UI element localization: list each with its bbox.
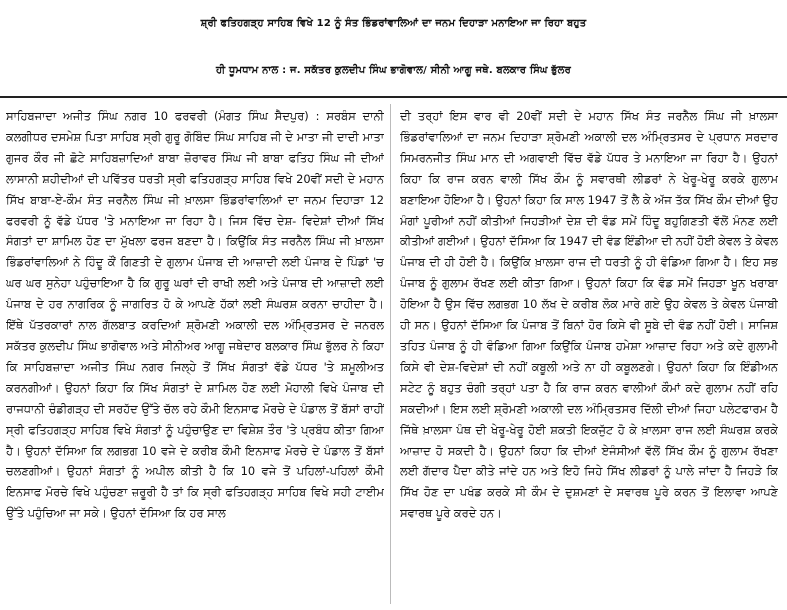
headline-line-1: ਸ਼੍ਰੀ ਫਤਿਹਗੜ੍ਹ ਸਾਹਿਬ ਵਿਖੇ 12 ਨੂੰ ਸੰਤ ਭਿੰਡਰਾਂਵਾਲਿਆਂ ਦਾ ਜਨਮ ਦਿਹਾੜਾ ਮਨਾਇਆ ਜਾ ਰਿਹਾ ਬਹੁਤ <box>200 18 587 29</box>
headline-line-2: ਹੀ ਧੂਮਧਾਮ ਨਾਲ : ਜ. ਸਕੱਤਰ ਕੁਲਦੀਪ ਸਿੰਘ ਭਾਗੋਵਾਲ/ ਸੀਨੀ ਆਗੂ ਜਥੇ. ਬਲਕਾਰ ਸਿੰਘ ਭੁੱਲਰ <box>216 65 571 76</box>
article-headline <box>0 0 787 100</box>
headline-rule <box>0 96 787 98</box>
article-column-left <box>6 106 384 606</box>
article-body-right: ਦੀ ਤਰ੍ਹਾਂ ਇਸ ਵਾਰ ਵੀ 20ਵੀਂ ਸਦੀ ਦੇ ਮਹਾਨ ਸਿੱਖ ਸੰਤ ਜਰਨੈਲ ਸਿੰਘ ਜੀ ਖ਼ਾਲਸਾ ਭਿੰਡਰਾਂਵਾਲਿਆਂ ਦਾ ਜਨਮ ਦਿਹਾੜਾ ਸ਼੍ਰੋਮਣੀ ਅਕਾਲੀ ਦਲ ਅੰਮ੍ਰਿਤਸਰ ਦੇ ਪ੍ਰਧਾਨ ਸਰਦਾਰ ਸਿਮਰਨਜੀਤ ਸਿੰਘ ਮਾਨ ਦੀ ਅਗਵਾਈ ਵਿੱਚ ਵੱਡੇ ਪੱਧਰ ਤੇ ਮਨਾਇਆ ਜਾ ਰਿਹਾ ਹੈ। ਉਹਨਾਂ ਕਿਹਾ ਕਿ ਰਾਜ ਕਰਨ ਵਾਲੀ ਸਿੱਖ ਕੌਮ ਨੂੰ ਸਵਾਰਥੀ ਲੀਡਰਾਂ ਨੇ ਖੇਰੂ-ਖੇਰੂ ਕਰਕੇ ਗੁਲਾਮ ਬਣਾਇਆ ਹੋਇਆ ਹੈ। ਉਹਨਾਂ ਕਿਹਾ ਕਿ ਸਾਲ 1947 ਤੋਂ ਲੈ ਕੇ ਅੱਜ ਤੱਕ ਸਿੱਖ ਕੌਮ ਦੀਆਂ ਉਹ ਮੰਗਾਂ ਪੂਰੀਆਂ ਨਹੀਂ ਕੀਤੀਆਂ ਜਿਹੜੀਆਂ ਦੇਸ਼ ਦੀ ਵੰਡ ਸਮੇਂ ਹਿੰਦੂ ਬਹੁਗਿਣਤੀ ਵੱਲੋਂ ਮੰਨਣ ਲਈ ਕੀਤੀਆਂ ਗਈਆਂ। ਉਹਨਾਂ ਦੱਸਿਆ ਕਿ 1947 ਦੀ ਵੰਡ ਇੰਡੀਆ ਦੀ ਨਹੀਂ ਹੋਈ ਕੇਵਲ ਤੇ ਕੇਵਲ ਪੰਜਾਬ ਦੀ ਹੀ ਹੋਈ ਹੈ। ਕਿਉਂਕਿ ਖ਼ਾਲਸਾ ਰਾਜ ਦੀ ਧਰਤੀ ਨੂੰ ਹੀ ਵੰਡਿਆ ਗਿਆ ਹੈ। ਇਹ ਸਭ ਪੰਜਾਬ ਨੂੰ ਗੁਲਾਮ ਰੱਖਣ ਲਈ ਕੀਤਾ ਗਿਆ। ਉਹਨਾਂ ਕਿਹਾ ਕਿ ਵੰਡ ਸਮੇਂ ਜਿਹੜਾ ਖੂਨ ਖਰਾਬਾ ਹੋਇਆ ਹੈ ਉਸ ਵਿੱਚ ਲਗਭਗ 10 ਲੱਖ ਦੇ ਕਰੀਬ ਲੋਕ ਮਾਰੇ ਗਏ ਉਹ ਕੇਵਲ ਤੇ ਕੇਵਲ ਪੰਜਾਬੀ ਹੀ ਸਨ। ਉਹਨਾਂ ਦੱਸਿਆ ਕਿ ਪੰਜਾਬ ਤੋਂ ਬਿਨਾਂ ਹੋਰ ਕਿਸੇ ਵੀ ਸੂਬੇ ਦੀ ਵੰਡ ਨਹੀਂ ਹੋਈ। ਸਾਜਿਸ਼ ਤਹਿਤ ਪੰਜਾਬ ਨੂੰ ਹੀ ਵੰਡਿਆ ਗਿਆ ਕਿਉਂਕਿ ਪੰਜਾਬ ਹਮੇਸ਼ਾ ਆਜ਼ਾਦ ਰਿਹਾ ਅਤੇ ਕਦੇ ਗੁਲਾਮੀ ਕਿਸੇ ਵੀ ਦੇਸ਼-ਵਿਦੇਸ਼ਾਂ ਦੀ ਨਹੀਂ ਕਬੂਲੀ ਅਤੇ ਨਾ ਹੀ ਕਬੂਲਣਗੇ। ਉਹਨਾਂ ਕਿਹਾ ਕਿ ਇੰਡੀਅਨ ਸਟੇਟ ਨੂੰ ਬਹੁਤ ਚੰਗੀ ਤਰ੍ਹਾਂ ਪਤਾ ਹੈ ਕਿ ਰਾਜ ਕਰਨ ਵਾਲੀਆਂ ਕੌਮਾਂ ਕਦੇ ਗੁਲਾਮ ਨਹੀਂ ਰਹਿ ਸਕਦੀਆਂ। ਇਸ ਲਈ ਸ਼੍ਰੋਮਣੀ ਅਕਾਲੀ ਦਲ ਅੰਮ੍ਰਿਤਸਰ ਦਿੱਲੀ ਦੀਆਂ ਜਿਹਾ ਪਲੇਟਫਾਰਮ ਹੈ ਜਿੱਥੇ ਖ਼ਾਲਸਾ ਪੰਥ ਦੀ ਖੇਰੂ-ਖੇਰੂ ਹੋਈ ਸ਼ਕਤੀ ਇਕਜੁੱਟ ਹੋ ਕੇ ਖ਼ਾਲਸਾ ਰਾਜ ਲਈ ਸੰਘਰਸ਼ ਕਰਕੇ ਆਜ਼ਾਦ ਹੋ ਸਕਦੀ ਹੈ। ਉਹਨਾਂ ਕਿਹਾ ਕਿ ਦੀਆਂ ਏਜੰਸੀਆਂ ਵੱਲੋਂ ਸਿੱਖ ਕੌਮ ਨੂੰ ਗੁਲਾਮ ਰੱਖਣਾ ਲਈ ਗੱਦਾਰ ਪੈਦਾ ਕੀਤੇ ਜਾਂਦੇ ਹਨ ਅਤੇ ਇਹੋ ਜਿਹੇ ਸਿੱਖ ਲੀਡਰਾਂ ਨੂੰ ਪਾਲੇ ਜਾਂਦਾ ਹੈ ਜਿਹੜੇ ਕਿ ਸਿੱਖ ਹੋਣ ਦਾ ਪਖੰਡ ਕਰਕੇ ਸੀ ਕੌਮ ਦੇ ਦੁਸ਼ਮਣਾਂ ਦੇ ਸਵਾਰਥ ਪੂਰੇ ਕਰਨ ਤੋਂ ਇਲਾਵਾ ਆਪਣੇ ਸਵਾਰਥ ਪੂਰੇ ਕਰਦੇ ਹਨ। <box>400 109 778 521</box>
article-column-right <box>400 106 778 606</box>
column-divider <box>390 104 391 604</box>
article-body-left: ਸਾਹਿਬਜਾਦਾ ਅਜੀਤ ਸਿੰਘ ਨਗਰ 10 ਫਰਵਰੀ (ਮੰਗਤ ਸਿੰਘ ਸੈਦਪੁਰ) : ਸਰਬੰਸ ਦਾਨੀ ਕਲਗੀਧਰ ਦਸਮੇਸ਼ ਪਿਤਾ ਸਾਹਿਬ ਸ੍ਰੀ ਗੁਰੂ ਗੋਬਿੰਦ ਸਿੰਘ ਸਾਹਿਬ ਜੀ ਦੇ ਮਾਤਾ ਜੀ ਦਾਦੀ ਮਾਤਾ ਗੁਜਰ ਕੌਰ ਜੀ ਛੋਟੇ ਸਾਹਿਬਜ਼ਾਦਿਆਂ ਬਾਬਾ ਜ਼ੋਰਾਵਰ ਸਿੰਘ ਜੀ ਬਾਬਾ ਫਤਿਹ ਸਿੰਘ ਜੀ ਦੀਆਂ ਲਾਸਾਨੀ ਸ਼ਹੀਦੀਆਂ ਦੀ ਪਵਿੱਤਰ ਧਰਤੀ ਸ੍ਰੀ ਫਤਿਹਗੜ੍ਹ ਸਾਹਿਬ ਵਿਖੇ 20ਵੀਂ ਸਦੀ ਦੇ ਮਹਾਨ ਸਿੱਖ ਬਾਬਾ-ਏ-ਕੌਮ ਸੰਤ ਜਰਨੈਲ ਸਿੰਘ ਜੀ ਖ਼ਾਲਸਾ ਭਿੰਡਰਾਂਵਾਲਿਆਂ ਦਾ ਜਨਮ ਦਿਹਾੜਾ 12 ਫਰਵਰੀ ਨੂੰ ਵੱਡੇ ਪੱਧਰ 'ਤੇ ਮਨਾਇਆ ਜਾ ਰਿਹਾ ਹੈ। ਜਿਸ ਵਿੱਚ ਦੇਸ਼- ਵਿਦੇਸ਼ਾਂ ਦੀਆਂ ਸਿੱਖ ਸੰਗਤਾਂ ਦਾ ਸ਼ਾਮਿਲ ਹੋਣ ਦਾ ਮੁੱਖਲਾ ਫਰਜ ਬਣਦਾ ਹੈ। ਕਿਉਂਕਿ ਸੰਤ ਜਰਨੈਲ ਸਿੰਘ ਜੀ ਖ਼ਾਲਸਾ ਭਿੰਡਰਾਂਵਾਲਿਆਂ ਨੇ ਹਿੰਦੂ ਕੌਂ ਗਿਣਤੀ ਦੇ ਗੁਲਾਮ ਪੰਜਾਬ ਦੀ ਆਜ਼ਾਦੀ ਲਈ ਪੰਜਾਬ ਦੇ ਪਿੰਡਾਂ 'ਚ ਘਰ ਘਰ ਸੁਨੇਹਾ ਪਹੁੰਚਾਇਆ ਹੈ ਕਿ ਗੁਰੂ ਘਰਾਂ ਦੀ ਰਾਖੀ ਲਈ ਅਤੇ ਪੰਜਾਬ ਦੀ ਆਜ਼ਾਦੀ ਲਈ ਪੰਜਾਬ ਦੇ ਹਰ ਨਾਗਰਿਕ ਨੂੰ ਜਾਗਰਿਤ ਹੋ ਕੇ ਆਪਣੇ ਹੱਕਾਂ ਲਈ ਸੰਘਰਸ਼ ਕਰਨਾ ਚਾਹੀਦਾ ਹੈ। ਇੱਥੇ ਪੱਤਰਕਾਰਾਂ ਨਾਲ ਗੱਲਬਾਤ ਕਰਦਿਆਂ ਸ਼੍ਰੋਮਣੀ ਅਕਾਲੀ ਦਲ ਅੰਮ੍ਰਿਤਸਰ ਦੇ ਜਨਰਲ ਸਕੱਤਰ ਕੁਲਦੀਪ ਸਿੰਘ ਭਾਗੋਵਾਲ ਅਤੇ ਸੀਨੀਅਰ ਆਗੂ ਜਥੇਦਾਰ ਬਲਕਾਰ ਸਿੰਘ ਭੁੱਲਰ ਨੇ ਕਿਹਾ ਕਿ ਸਾਹਿਬਜ਼ਾਦਾ ਅਜੀਤ ਸਿੰਘ ਨਗਰ ਜਿਲ੍ਹੇ ਤੋਂ ਸਿੱਖ ਸੰਗਤਾਂ ਵੱਡੇ ਪੱਧਰ 'ਤੇ ਸ਼ਮੂਲੀਅਤ ਕਰਨਗੀਆਂ। ਉਹਨਾਂ ਕਿਹਾ ਕਿ ਸਿੱਖ ਸੰਗਤਾਂ ਦੇ ਸ਼ਾਮਿਲ ਹੋਣ ਲਈ ਮੋਹਾਲੀ ਵਿਖੇ ਪੰਜਾਬ ਦੀ ਰਾਜਧਾਨੀ ਚੰਡੀਗੜ੍ਹ ਦੀ ਸਰਹੱਦ ਉੱਤੇ ਚੱਲ ਰਹੇ ਕੌਮੀ ਇਨਸਾਫ ਮੋਰਚੇ ਦੇ ਪੰਡਾਲ ਤੋਂ ਬੱਸਾਂ ਰਾਹੀਂ ਸ੍ਰੀ ਫਤਿਹਗੜ੍ਹ ਸਾਹਿਬ ਵਿਖੇ ਸੰਗਤਾਂ ਨੂੰ ਪਹੁੰਚਾਉਣ ਦਾ ਵਿਸ਼ੇਸ਼ ਤੌਰ 'ਤੇ ਪ੍ਰਬੰਧ ਕੀਤਾ ਗਿਆ ਹੈ। ਉਹਨਾਂ ਦੱਸਿਆ ਕਿ ਲਗਭਗ 10 ਵਜੇ ਦੇ ਕਰੀਬ ਕੌਮੀ ਇਨਸਾਫ ਮੋਰਚੇ ਦੇ ਪੰਡਾਲ ਤੋਂ ਬੱਸਾਂ ਚਲਣਗੀਆਂ। ਉਹਨਾਂ ਸੰਗਤਾਂ ਨੂੰ ਅਪੀਲ ਕੀਤੀ ਹੈ ਕਿ 10 ਵਜੇ ਤੋਂ ਪਹਿਲਾਂ-ਪਹਿਲਾਂ ਕੌਮੀ ਇਨਸਾਫ ਮੋਰਚੇ ਵਿਖੇ ਪਹੁੰਚਣਾ ਜ਼ਰੂਰੀ ਹੈ ਤਾਂ ਕਿ ਸ੍ਰੀ ਫਤਿਹਗੜ੍ਹ ਸਾਹਿਬ ਵਿਖੇ ਸਹੀ ਟਾਈਮ ਉੱਤੇ ਪਹੁੰਚਿਆ ਜਾ ਸਕੇ। ਉਹਨਾਂ ਦੱਸਿਆ ਕਿ ਹਰ ਸਾਲ <box>6 109 384 521</box>
